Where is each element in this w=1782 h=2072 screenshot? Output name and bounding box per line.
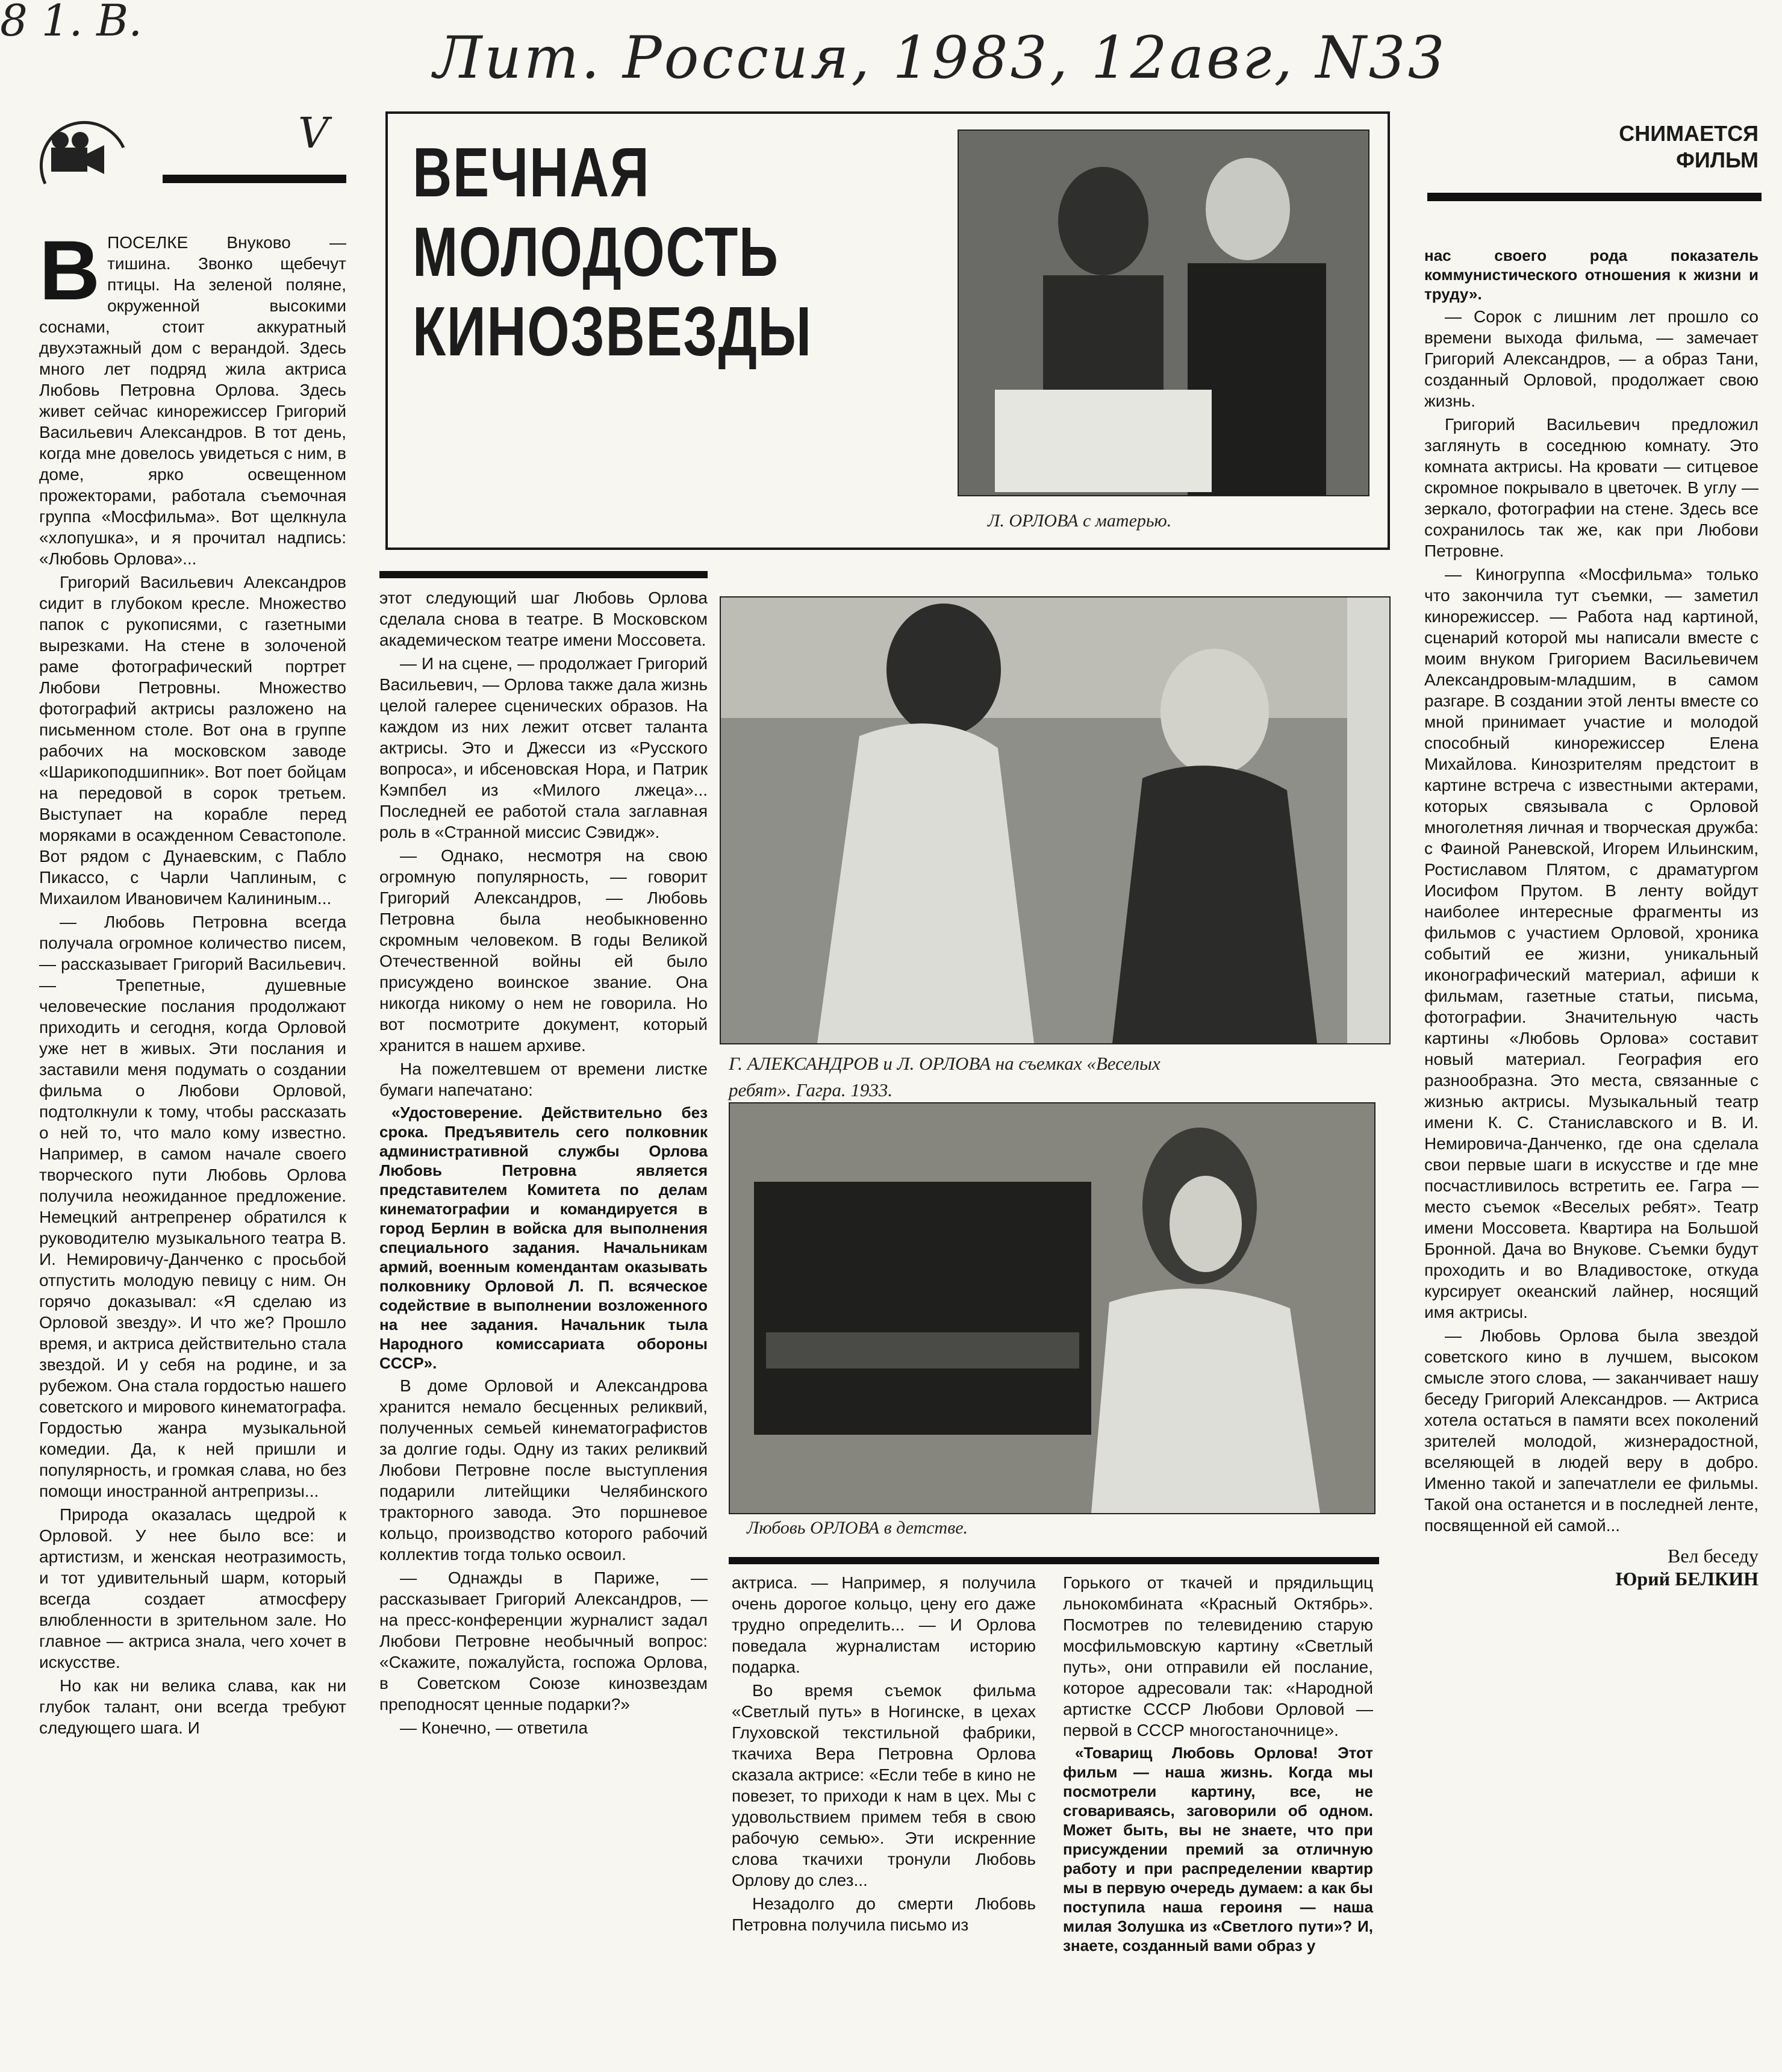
byline-line-1: Вел беседу (1667, 1545, 1759, 1567)
rubric-bar-left (163, 175, 346, 183)
col2-p3: — Однако, несмотря на свою огромную популярность, — говорит Григорий Александров, — Любовь Петровна была необыкновенно скромным человеком. В годы Великой Отечественной войны ей было присуждено воинское звание. Она никогда никому о нем не говорила. Но вот посмотрите документ, который хранится в нашем архиве. (379, 846, 708, 1055)
drop-cap: В (39, 223, 101, 317)
col4-quote: «Товарищ Любовь Орлова! Этот фильм — наша жизнь. Когда мы посмотрели картину, все, не сговариваясь, заговорили об одном. Может быть, вы не знаете, что при присуждении премий за отличную работу и при распределении квартир мы в первую очередь думаем: а как бы поступила наша героиня — наша милая Золушка из «Светлого пути»? И, знаете, созданный вами образ у (1063, 1744, 1373, 1955)
byline (1424, 1544, 1759, 1590)
col2-p5: В доме Орловой и Александрова хранится немало бесценных реликвий, полученных семьей кинематографистов за долгие годы. Одну из таких реликвий Любови Петровне после выступления подарили литейщики Челябинского тракторного завода. Это поршневое кольцо, производство которого рабочий коллектив тогда только освоил. (379, 1376, 708, 1564)
headline-line-2: МОЛОДОСТЬ (413, 213, 779, 291)
photo-orlova-with-mother (958, 130, 1369, 496)
corner-note: 8 1. В. (0, 0, 143, 46)
col1-p3: — Любовь Петровна всегда получала огромное количество писем, — рассказывает Григорий Васильевич. — Трепетные, душевные человеческие послания продолжают приходить и сегодня, когда Орловой уже нет в живых. Эти послания и заставили меня подумать о создании фильма о Любови Орловой, подтолкнули к тому, чтобы рассказать о ней то, что мало кому известно. Например, в самом начале своего творческого пути Любовь Орлова получила неожиданное предложение. Немецкий антрепренер обратился к руководителю музыкального театра В. И. Немировичу-Данченко с просьбой отпустить молодую певицу с ним. Он горячо доказывал: «Я сделаю из Орловой звезду». И что же? Прошло время, и актриса действительно стала звездой. И у себя на родине, и за рубежом. Она стала гордостью нашего советского и мирового кинематографа. Гордостью жанра музыкальной комедии. Да, к ней пришли и популярность, и громкая слава, но без помощи иностранной антрепризы... (39, 913, 346, 1500)
col1-lead: ПОСЕЛКЕ Внуково — тишина. Звонко щебечут птицы. На зеленой поляне, окруженной высокими соснами, стоит аккуратный двухэтажный дом с верандой. Здесь много лет подряд жила актриса Любовь Петровна Орлова. Здесь живет сейчас кинорежиссер Григорий Васильевич Александров. В тот день, когда мне довелось увидеться с ним, в доме, ярко освещенном прожекторами, работала съемочная группа «Мосфильма». Вот щелкнула «хлопушка», и я прочитал надпись: «Любовь Орлова»... (39, 233, 346, 568)
col1-p5: Но как ни велика слава, как ни глубок талант, они всегда требуют следующего шага. И (39, 1676, 346, 1737)
col4-p1: Горького от ткачей и прядильщиц льнокомбината «Красный Октябрь». Посмотрев по телевидению старую мосфильмовскую картину «Светлый путь», они отправили ей послание, которое адресовали так: «Народной артистке СССР Любови Орловой — первой в СССР многостаночнице». (1063, 1573, 1373, 1740)
rubric-bar-right (1427, 193, 1762, 201)
col3-p3: Незадолго до смерти Любовь Петровна получила письмо из (732, 1894, 1036, 1934)
check-mark: V (298, 108, 329, 158)
caption-mother: Л. ОРЛОВА с матерью. (988, 511, 1172, 531)
headline-line-1: ВЕЧНАЯ (413, 133, 650, 211)
col2-p6: — Однажды в Париже, — рассказывает Григорий Александров, — на пресс-конференции журналист задал Любови Петровне необычный вопрос: «Скажите, пожалуйста, госпожа Орлова, в Советском Союзе кинозвездам преподносят ценные подарки?» (379, 1568, 708, 1714)
col3-p1: актриса. — Например, я получила очень дорогое кольцо, цену его даже трудно определить... — И Орлова поведала журналистам историю подарка. (732, 1573, 1036, 1676)
rule-lower-top (729, 1557, 1379, 1564)
caption-shooting-2: ребят». Гагра. 1933. (729, 1079, 893, 1100)
rule-col2-top (379, 571, 708, 578)
photo-orlova-childhood (729, 1102, 1375, 1514)
col5-p4: — Любовь Орлова была звездой советского кино в лучшем, высоком смысле этого слова, — заканчивает нашу беседу Григорий Александров. — Актриса хотела остаться в памяти всех поколений зрителей молодой, жизнерадостной, вселяющей в людей веру в добро. Именно такой и запечатлели ее фильмы. Такой она останется и в последней ленте, посвященной ей самой... (1424, 1326, 1759, 1535)
headline-line-3: КИНОЗВЕЗДЫ (413, 292, 812, 370)
column-1 (39, 223, 346, 1741)
photo-shooting-veselye-rebyata (720, 596, 1391, 1044)
col2-p7: — Конечно, — ответила (400, 1718, 588, 1737)
column-4 (1063, 1572, 1373, 1958)
col2-p2: — И на сцене, — продолжает Григорий Васильевич, — Орлова также дала жизнь целой галерее сценических образов. На каждом из них лежит отсвет таланта актрисы. Это и Джесси из «Русского вопроса», и ибсеновская Нора, и Патрик Кэмпбел из «Милого лжеца»... Последней ее работой стала заглавная роль в «Странной миссис Сэвидж». (379, 654, 708, 841)
col1-p4: Природа оказалась щедрой к Орловой. У нее было все: и артистизм, и женская неотразимость, и тот удивительный шарм, который всегда создает атмосферу влюбленности в зрительном зале. Но главное — актриса знала, чего хочет в искусстве. (39, 1505, 346, 1671)
rubric-line-2: ФИЛЬМ (1676, 148, 1759, 172)
column-5 (1424, 246, 1759, 1590)
byline-author: Юрий БЕЛКИН (1615, 1568, 1759, 1590)
rubric-label (1560, 120, 1759, 173)
col2-p1: этот следующий шаг Любовь Орлова сделала снова в театре. В Московском академическом театре имени Моссовета. (379, 588, 708, 649)
col5-p2: Григорий Васильевич предложил заглянуть в соседнюю комнату. Это комната актрисы. На кровати — ситцевое скромное покрывало в цветочек. В углу — зеркало, фотографии на стене. Здесь все сохранилось так же, как при Любови Петровне. (1424, 415, 1759, 560)
rubric-emblem (33, 111, 129, 190)
handwritten-source: Лит. Россия, 1983, 12авг, N33 (434, 24, 1447, 92)
caption-childhood: Любовь ОРЛОВА в детстве. (747, 1518, 968, 1538)
column-3 (732, 1572, 1036, 1938)
rubric-line-1: СНИМАЕТСЯ (1619, 121, 1759, 146)
col2-p4: На пожелтевшем от времени листке бумаги напечатано: (379, 1059, 708, 1099)
headline (413, 133, 812, 371)
col2-quote: «Удостоверение. Действительно без срока. Предъявитель сего полковник административной службы Орлова Любовь Петровна является представителем Комитета по делам кинематографии и командируется в город Берлин в войска для выполнения специального задания. Начальникам армий, военным комендантам оказывать полковнику Орловой Л. П. всяческое содействие в выполнении возложенного на нее задания. Начальник тыла Народного комиссариата обороны СССР». (379, 1103, 708, 1372)
col5-p3: — Киногруппа «Мосфильма» только что закончила тут съемки, — заметил кинорежиссер. — Работа над картиной, сценарий которой мы написали вместе с моим внуком Григорием Васильевичем Александровым-младшим, в самом разгаре. В создании этой ленты вместе со мной принимает участие и молодой способный кинорежиссер Елена Михайлова. Кинозрителям предстоит в картине встреча с известными актерами, которых связывала с Орловой многолетняя личная и творческая дружба: с Фаиной Раневской, Игорем Ильинским, Ростиславом Плятом, с драматургом Иосифом Прутом. В ленту войдут наиболее интересные фрагменты из фильмов с участием Орловой, хроника событий ее жизни, уникальный иконографический материал, афиши к фильмам, газетные статьи, письма, фотографии. Значительную часть картины «Любовь Орлова» составит новый материал. География его разнообразна. Это места, связанные с жизнью актрисы. Музыкальный театр имени К. С. Станиславского и В. И. Немировича-Данченко, где она сделала свои первые шаги в искусстве и где мне посчастливилось встретить ее. Гагра — место съемок «Веселых ребят». Театр имени Моссовета. Квартира на Большой Бронной. Дача во Внукове. Съемки будут проходить и во Владивостоке, откуда курсирует океанский лайнер, носящий имя актрисы. (1424, 565, 1759, 1322)
caption-shooting-1: Г. АЛЕКСАНДРОВ и Л. ОРЛОВА на съемках «Веселых (729, 1053, 1160, 1074)
col1-p2: Григорий Васильевич Александров сидит в глубоком кресле. Множество папок с рукописями, с газетными вырезками. На стене в золоченой раме фотографический портрет Любови Петровны. Множество фотографий актрисы разложено на письменном столе. Вот она в группе рабочих на московском заводе «Шарикоподшипник». Вот поет бойцам на передовой в сорок третьем. Выступает на корабле перед моряками в осажденном Севастополе. Вот рядом с Дунаевским, с Пабло Пикассо, с Чарли Чаплиным, с Михаилом Ивановичем Калининым... (39, 573, 346, 908)
col5-quote: нас своего рода показатель коммунистического отношения к жизни и труду». (1424, 246, 1759, 303)
col3-p2: Во время съемок фильма «Светлый путь» в Ногинске, в цехах Глуховской текстильной фабрики, ткачиха Вера Петровна Орлова сказала актрисе: «Если тебе в кино не повезет, то приходи к нам в цех. Мы с удовольствием примем тебя в свою рабочую семью». Эти искренние слова ткачихи тронули Любовь Орлову до слез... (732, 1681, 1036, 1889)
col5-p1: — Сорок с лишним лет прошло со времени выхода фильма, — замечает Григорий Александров, — а образ Тани, созданный Орловой, продолжает свою жизнь. (1424, 307, 1759, 410)
column-2 (379, 587, 708, 1741)
